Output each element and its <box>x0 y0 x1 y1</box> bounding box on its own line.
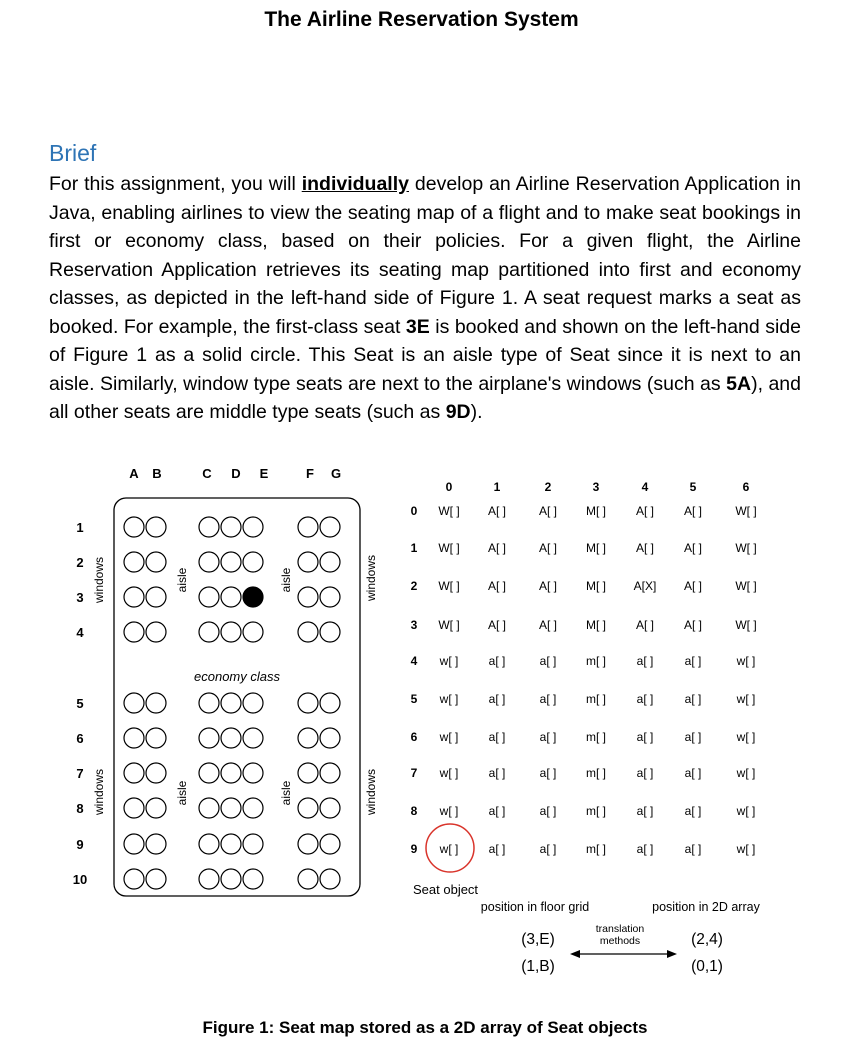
array-cell: m[ ] <box>586 730 606 744</box>
seat <box>221 834 241 854</box>
array-cell: w[ ] <box>736 692 756 706</box>
seat <box>298 763 318 783</box>
seat <box>146 869 166 889</box>
seat-object-label: Seat object <box>413 882 479 897</box>
array-cell: w[ ] <box>736 766 756 780</box>
array-cell: A[ ] <box>635 504 655 518</box>
figure-canvas <box>0 455 843 1015</box>
seat <box>320 552 340 572</box>
aisle-label: aisle <box>175 567 189 593</box>
seat <box>298 693 318 713</box>
array-cell: a[ ] <box>539 804 557 818</box>
array-cell: w[ ] <box>736 842 756 856</box>
seat-row-number: 6 <box>76 731 84 746</box>
array-cell: A[ ] <box>635 541 655 555</box>
seat <box>124 693 144 713</box>
array-position-example: (0,1) <box>691 958 723 975</box>
seat-column-letter: C <box>202 466 212 481</box>
array-cell: M[ ] <box>586 541 606 555</box>
seat <box>199 834 219 854</box>
seat <box>320 798 340 818</box>
windows-label: windows <box>364 554 378 602</box>
array-cell: w[ ] <box>736 730 756 744</box>
array-cell: M[ ] <box>586 618 606 632</box>
figure-caption: Figure 1: Seat map stored as a 2D array of Seat objects <box>202 1018 648 1037</box>
array-cell: w[ ] <box>439 766 459 780</box>
emphasis-5a: 5A <box>726 372 752 395</box>
array-row-index: 2 <box>410 579 418 593</box>
array-cell: a[ ] <box>684 804 702 818</box>
array-cell: m[ ] <box>586 766 606 780</box>
seat <box>320 763 340 783</box>
array-cell: A[ ] <box>683 504 703 518</box>
seat-row-number: 4 <box>76 625 84 640</box>
seat <box>221 798 241 818</box>
array-cell: w[ ] <box>439 654 459 668</box>
seat <box>221 869 241 889</box>
array-cell: a[ ] <box>539 654 557 668</box>
seat <box>146 517 166 537</box>
array-cell: w[ ] <box>736 804 756 818</box>
array-cell: a[ ] <box>636 842 654 856</box>
seat-row-number: 5 <box>76 696 84 711</box>
array-cell: a[ ] <box>539 692 557 706</box>
array-column-index: 1 <box>493 480 501 494</box>
array-cell: a[ ] <box>636 654 654 668</box>
array-cell: a[ ] <box>684 654 702 668</box>
array-row-index: 8 <box>410 804 418 818</box>
array-cell: a[ ] <box>684 766 702 780</box>
array-cell: W[ ] <box>438 504 460 518</box>
seat <box>146 763 166 783</box>
seat <box>243 552 263 572</box>
seat-column-letter: B <box>152 466 162 481</box>
seat <box>124 798 144 818</box>
seat <box>320 834 340 854</box>
array-cell: a[ ] <box>488 804 506 818</box>
array-cell: a[ ] <box>636 766 654 780</box>
seat <box>221 622 241 642</box>
seat-map <box>73 466 378 896</box>
emphasis-9d: 9D <box>445 401 471 423</box>
array-row-index: 9 <box>410 842 418 856</box>
array-cell: A[ ] <box>538 504 558 518</box>
seat-row-number: 2 <box>76 555 84 570</box>
seat <box>320 517 340 537</box>
windows-label: windows <box>92 556 106 604</box>
seat <box>146 693 166 713</box>
seat <box>146 587 166 607</box>
seat <box>221 552 241 572</box>
document-title: The Airline Reservation System <box>264 8 579 31</box>
seat <box>298 517 318 537</box>
emphasis-individually: individually <box>301 173 409 195</box>
windows-label: windows <box>92 768 106 816</box>
array-cell: a[ ] <box>539 766 557 780</box>
seat <box>199 869 219 889</box>
seat <box>298 552 318 572</box>
seat <box>320 622 340 642</box>
array-column-index: 6 <box>742 480 750 494</box>
array-cell: w[ ] <box>736 654 756 668</box>
array-cell: A[ ] <box>538 618 558 632</box>
seat <box>298 834 318 854</box>
array-cell: m[ ] <box>586 842 606 856</box>
windows-label: windows <box>364 768 378 816</box>
array-row-index: 4 <box>410 654 418 668</box>
seat <box>221 693 241 713</box>
array-cell: a[ ] <box>636 692 654 706</box>
seat-row-number: 8 <box>76 801 84 816</box>
seat <box>320 693 340 713</box>
array-row-index: 5 <box>410 692 418 706</box>
seat-row-number: 7 <box>76 766 84 781</box>
aisle-label: aisle <box>279 780 293 806</box>
seat <box>243 798 263 818</box>
array-cell: a[ ] <box>684 692 702 706</box>
seat <box>320 587 340 607</box>
seat-column-letter: D <box>231 466 241 481</box>
array-row-index: 7 <box>410 766 418 780</box>
array-cell: a[ ] <box>488 842 506 856</box>
seat-column-letter: G <box>330 466 342 481</box>
seat <box>221 763 241 783</box>
translation-label: translation <box>595 923 645 935</box>
booked-seat <box>243 587 263 607</box>
seat <box>243 622 263 642</box>
seat-column-letter: A <box>129 466 139 481</box>
seat <box>199 763 219 783</box>
floor-position-example: (1,B) <box>521 958 555 975</box>
seat <box>124 587 144 607</box>
emphasis-3e: 3E <box>405 315 430 338</box>
array-cell: A[ ] <box>487 618 507 632</box>
seat-row-number: 10 <box>72 872 88 887</box>
figure-1 <box>0 455 843 1015</box>
seat-row-number: 3 <box>76 590 84 605</box>
seat <box>146 834 166 854</box>
array-column-index: 5 <box>689 480 697 494</box>
seat <box>298 622 318 642</box>
array-position-example: (2,4) <box>691 931 723 948</box>
seat <box>124 517 144 537</box>
array-cell: W[ ] <box>735 618 757 632</box>
seat <box>243 763 263 783</box>
seat <box>199 622 219 642</box>
array-cell: w[ ] <box>439 730 459 744</box>
array-cell: a[ ] <box>488 730 506 744</box>
aisle-label: aisle <box>175 780 189 806</box>
array-cell: m[ ] <box>586 654 606 668</box>
array-cell: A[ ] <box>538 541 558 555</box>
seat <box>199 693 219 713</box>
seat <box>124 869 144 889</box>
seat <box>221 587 241 607</box>
array-cell: W[ ] <box>438 541 460 555</box>
seat-array <box>411 480 757 872</box>
seat <box>243 834 263 854</box>
seat <box>320 869 340 889</box>
translation-label: methods <box>599 935 641 947</box>
array-cell: A[ ] <box>683 541 703 555</box>
array-cell: A[ ] <box>487 541 507 555</box>
array-cell: a[ ] <box>539 730 557 744</box>
array-column-index: 0 <box>445 480 453 494</box>
array-row-index: 3 <box>410 618 418 632</box>
seat <box>124 763 144 783</box>
array-cell: W[ ] <box>438 579 460 593</box>
array-cell: M[ ] <box>586 504 606 518</box>
arrow-head-right <box>667 950 677 958</box>
array-cell: a[ ] <box>488 766 506 780</box>
seat <box>199 728 219 748</box>
array-position-label: position in 2D array <box>652 900 760 914</box>
seat-column-letter: F <box>306 466 314 481</box>
seat <box>243 728 263 748</box>
array-cell: w[ ] <box>439 804 459 818</box>
array-cell: w[ ] <box>439 692 459 706</box>
seat-column-letter: E <box>259 466 269 481</box>
seat <box>320 728 340 748</box>
array-cell: W[ ] <box>735 504 757 518</box>
array-cell: W[ ] <box>735 579 757 593</box>
array-cell: a[ ] <box>488 654 506 668</box>
seat <box>146 798 166 818</box>
seat <box>221 517 241 537</box>
seat <box>298 869 318 889</box>
array-cell: M[ ] <box>586 579 606 593</box>
seat <box>243 517 263 537</box>
floor-grid-label: position in floor grid <box>480 900 590 914</box>
seat <box>199 517 219 537</box>
brief-heading: Brief <box>49 140 97 166</box>
seat <box>199 552 219 572</box>
array-cell: W[ ] <box>735 541 757 555</box>
array-column-index: 3 <box>592 480 600 494</box>
array-cell: a[ ] <box>684 730 702 744</box>
seat <box>243 693 263 713</box>
seat <box>199 798 219 818</box>
seat <box>124 728 144 748</box>
array-cell: A[ ] <box>487 504 507 518</box>
array-cell: A[X] <box>633 579 657 593</box>
economy-class-label: economy class <box>194 669 280 684</box>
translation-legend <box>413 882 761 975</box>
array-cell: A[ ] <box>635 618 655 632</box>
array-cell: m[ ] <box>586 692 606 706</box>
arrow-head-left <box>570 950 580 958</box>
array-column-index: 2 <box>544 480 552 494</box>
array-cell: A[ ] <box>487 579 507 593</box>
seat <box>243 869 263 889</box>
seat <box>146 552 166 572</box>
seat <box>146 728 166 748</box>
seat <box>298 798 318 818</box>
array-cell: a[ ] <box>636 730 654 744</box>
array-cell: a[ ] <box>539 842 557 856</box>
array-column-index: 4 <box>641 480 649 494</box>
seat <box>124 834 144 854</box>
brief-paragraph: For this assignment, you will individually develop an Airline Reservation Application in Java, enabling airlines to view the seating map of a flight and to make seat bookings in first or economy class, based on their policies. For a given flight, the Airline Reservation Application retrieves its seating map partitioned into first and economy classes, as depicted in the left-hand side of Figure 1. A seat request marks a seat as booked. For example, the first-class seat 3E is booked and shown on the left-hand side of Figure 1 as a solid circle. This Seat is an aisle type of Seat since it is next to an aisle. Similarly, window type seats are next to the airplane's windows (such as 5A), and all other seats are middle type seats (such as 9D). <box>49 173 802 423</box>
seat <box>124 622 144 642</box>
array-cell: A[ ] <box>683 618 703 632</box>
seat <box>298 587 318 607</box>
floor-position-example: (3,E) <box>521 931 555 948</box>
seat <box>298 728 318 748</box>
seat-row-number: 1 <box>76 520 84 535</box>
array-cell: w[ ] <box>439 842 459 856</box>
seat <box>124 552 144 572</box>
array-cell: a[ ] <box>636 804 654 818</box>
seat <box>146 622 166 642</box>
aisle-label: aisle <box>279 567 293 593</box>
array-cell: m[ ] <box>586 804 606 818</box>
seat <box>199 587 219 607</box>
array-cell: W[ ] <box>438 618 460 632</box>
array-cell: A[ ] <box>683 579 703 593</box>
seat <box>221 728 241 748</box>
array-cell: a[ ] <box>684 842 702 856</box>
array-row-index: 6 <box>410 730 418 744</box>
array-cell: a[ ] <box>488 692 506 706</box>
array-row-index: 0 <box>410 504 418 518</box>
array-row-index: 1 <box>410 541 418 555</box>
seat-row-number: 9 <box>76 837 84 852</box>
array-cell: A[ ] <box>538 579 558 593</box>
